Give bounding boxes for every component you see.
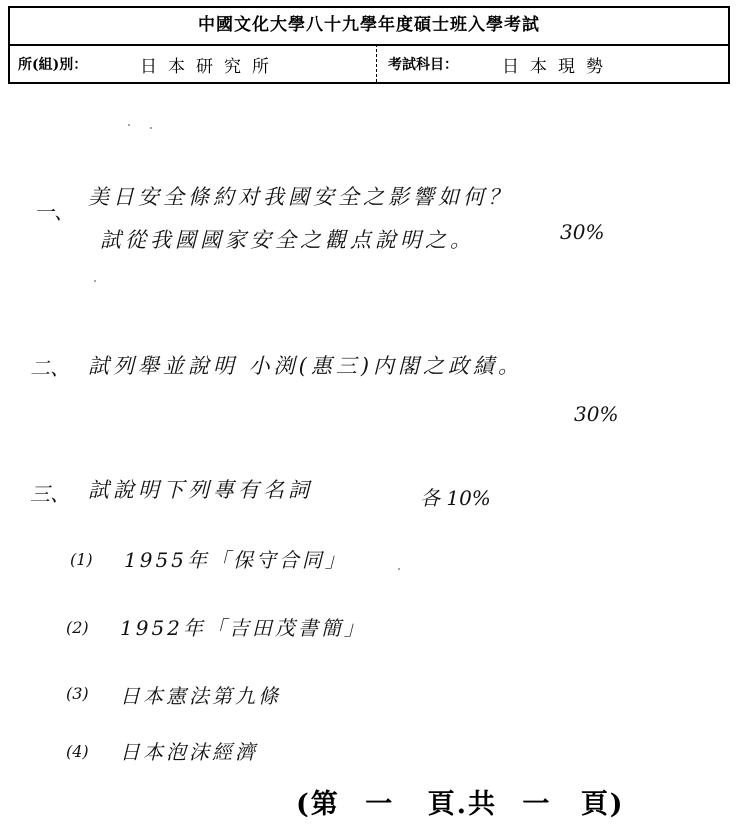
question-3-number: 三、: [30, 482, 70, 506]
term-4-number: (4): [66, 742, 89, 761]
subject-label: 考試科目：: [388, 57, 458, 73]
page-open: (第: [296, 789, 340, 820]
current-page: 一: [365, 789, 395, 820]
term-1-text: 1955年「保守合同」: [124, 548, 348, 572]
question-1-line-1: 美日安全條約对我國安全之影響如何？: [88, 185, 513, 209]
subject-value: 日本現勢: [502, 57, 614, 77]
department-value: 日本研究所: [140, 57, 280, 77]
scan-speck: [398, 568, 400, 570]
header-info-row: [10, 44, 728, 82]
term-4-text: 日本泡沫經濟: [120, 740, 258, 764]
total-pages: 一: [522, 789, 552, 820]
exam-header: [8, 6, 730, 84]
question-3-score: 各 10%: [420, 486, 491, 510]
question-1-score: 30%: [560, 220, 605, 244]
question-1-line-2: 試從我國國家安全之觀点說明之。: [100, 228, 475, 252]
scan-speck: [128, 124, 130, 126]
header-divider: [376, 44, 377, 82]
exam-title: 中國文化大學八十九學年度碩士班入學考試: [10, 8, 728, 46]
page-close: 頁): [580, 789, 625, 820]
page-word: 頁.共: [427, 789, 497, 820]
department-label: 所(組)別：: [18, 57, 88, 73]
term-1-number: (1): [70, 550, 93, 569]
question-1-number: 一、: [34, 200, 74, 224]
term-2-text: 1952年「吉田茂書簡」: [120, 616, 367, 640]
term-2-number: (2): [66, 618, 89, 637]
scan-speck: [150, 127, 152, 129]
question-2-score: 30%: [574, 402, 619, 426]
term-3-number: (3): [66, 684, 89, 703]
page-indicator: [296, 782, 625, 821]
question-2-number: 二、: [30, 356, 70, 380]
scan-speck: [94, 280, 96, 282]
term-3-text: 日本憲法第九條: [120, 684, 281, 708]
question-3-line-1: 試說明下列專有名詞: [88, 478, 313, 502]
question-2-line-1: 試列舉並說明 小渕(惠三)内閣之政績。: [88, 354, 524, 378]
